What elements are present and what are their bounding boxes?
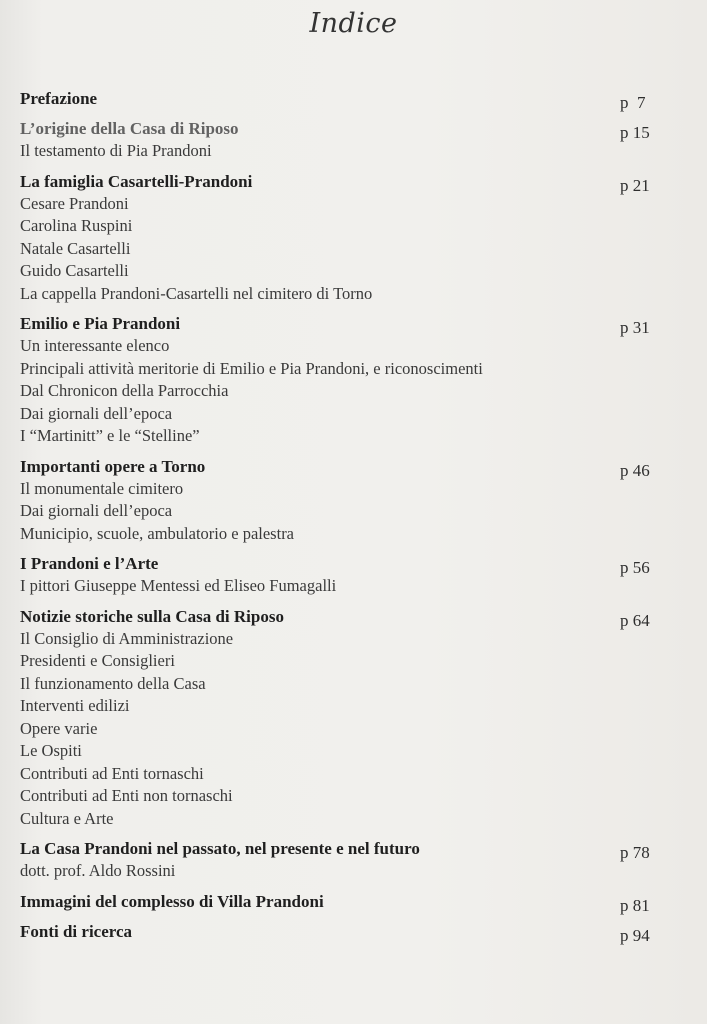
toc-section-fonti bbox=[20, 921, 680, 943]
section-heading: Importanti opere a Torno bbox=[20, 456, 206, 476]
toc-section-emilio-pia bbox=[20, 313, 680, 448]
subsection-entry: Il Consiglio di Amministrazione bbox=[20, 628, 234, 648]
subsection-entry: Principali attività meritorie di Emilio e Pia Prandoni, e riconoscimenti bbox=[20, 358, 483, 378]
subsection-entry: Dal Chronicon della Parrocchia bbox=[20, 381, 229, 400]
subsection-entry: Il testamento di Pia Prandoni bbox=[20, 141, 212, 160]
subsection-entry: I “Martinitt” e le “Stelline” bbox=[20, 426, 200, 445]
section-heading: Notizie storiche sulla Casa di Riposo bbox=[20, 606, 284, 626]
page-number: p 15 bbox=[620, 123, 650, 142]
subsection-entry: Dai giornali dell’epoca bbox=[20, 403, 173, 423]
subsection-entry: Municipio, scuole, ambulatorio e palestra bbox=[20, 523, 295, 543]
subsection-entry: Il monumentale cimitero bbox=[20, 478, 184, 498]
subsection-entry: Carolina Ruspini bbox=[20, 216, 133, 235]
subsection-entry: dott. prof. Aldo Rossini bbox=[20, 861, 176, 880]
toc-section-casa-prandoni bbox=[20, 838, 680, 883]
subsection-entry: Natale Casartelli bbox=[20, 238, 131, 258]
subsection-entry: Un interessante elenco bbox=[20, 336, 170, 355]
section-heading: I Prandoni e l’Arte bbox=[20, 554, 159, 573]
table-of-contents bbox=[20, 88, 680, 951]
section-heading: Prefazione bbox=[20, 89, 98, 108]
section-heading: Emilio e Pia Prandoni bbox=[20, 314, 181, 333]
subsection-entry: Dai giornali dell’epoca bbox=[20, 501, 173, 520]
page-number: p 78 bbox=[620, 843, 650, 862]
subsection-entry: Contributi ad Enti tornaschi bbox=[20, 763, 204, 783]
toc-section-origine bbox=[20, 118, 680, 163]
section-heading: L’origine della Casa di Riposo bbox=[20, 119, 239, 138]
subsection-entry: Cultura e Arte bbox=[20, 808, 114, 828]
subsection-entry: Interventi edilizi bbox=[20, 696, 130, 715]
page-title: Indice bbox=[309, 8, 398, 39]
section-heading: Fonti di ricerca bbox=[20, 921, 133, 941]
toc-section-opere-torno bbox=[20, 456, 680, 546]
page-number: p 7 bbox=[620, 93, 646, 112]
subsection-entry: Le Ospiti bbox=[20, 741, 82, 760]
page-number: p 46 bbox=[620, 460, 650, 480]
subsection-entry: Opere varie bbox=[20, 718, 98, 738]
subsection-entry: Cesare Prandoni bbox=[20, 193, 129, 213]
section-heading: Immagini del complesso di Villa Prandoni bbox=[20, 891, 324, 911]
page-number: p 64 bbox=[620, 610, 650, 630]
subsection-entry: I pittori Giuseppe Mentessi ed Eliseo Fumagalli bbox=[20, 576, 337, 595]
subsection-entry: Guido Casartelli bbox=[20, 261, 129, 280]
section-heading: La famiglia Casartelli-Prandoni bbox=[20, 171, 253, 191]
subsection-entry: Il funzionamento della Casa bbox=[20, 673, 206, 693]
subsection-entry: Contributi ad Enti non tornaschi bbox=[20, 786, 233, 805]
page-number: p 81 bbox=[620, 895, 650, 915]
toc-section-notizie bbox=[20, 606, 680, 831]
toc-section-arte bbox=[20, 553, 680, 598]
toc-section-immagini bbox=[20, 891, 680, 913]
page-number: p 94 bbox=[620, 925, 650, 945]
page-number: p 21 bbox=[620, 175, 650, 195]
page-number: p 56 bbox=[620, 558, 650, 577]
subsection-entry: Presidenti e Consiglieri bbox=[20, 651, 175, 670]
page-number: p 31 bbox=[620, 318, 650, 337]
toc-section-famiglia bbox=[20, 171, 680, 306]
section-heading: La Casa Prandoni nel passato, nel presente e nel futuro bbox=[20, 839, 420, 858]
subsection-entry: La cappella Prandoni-Casartelli nel cimitero di Torno bbox=[20, 283, 373, 303]
toc-section-prefazione bbox=[20, 88, 680, 110]
